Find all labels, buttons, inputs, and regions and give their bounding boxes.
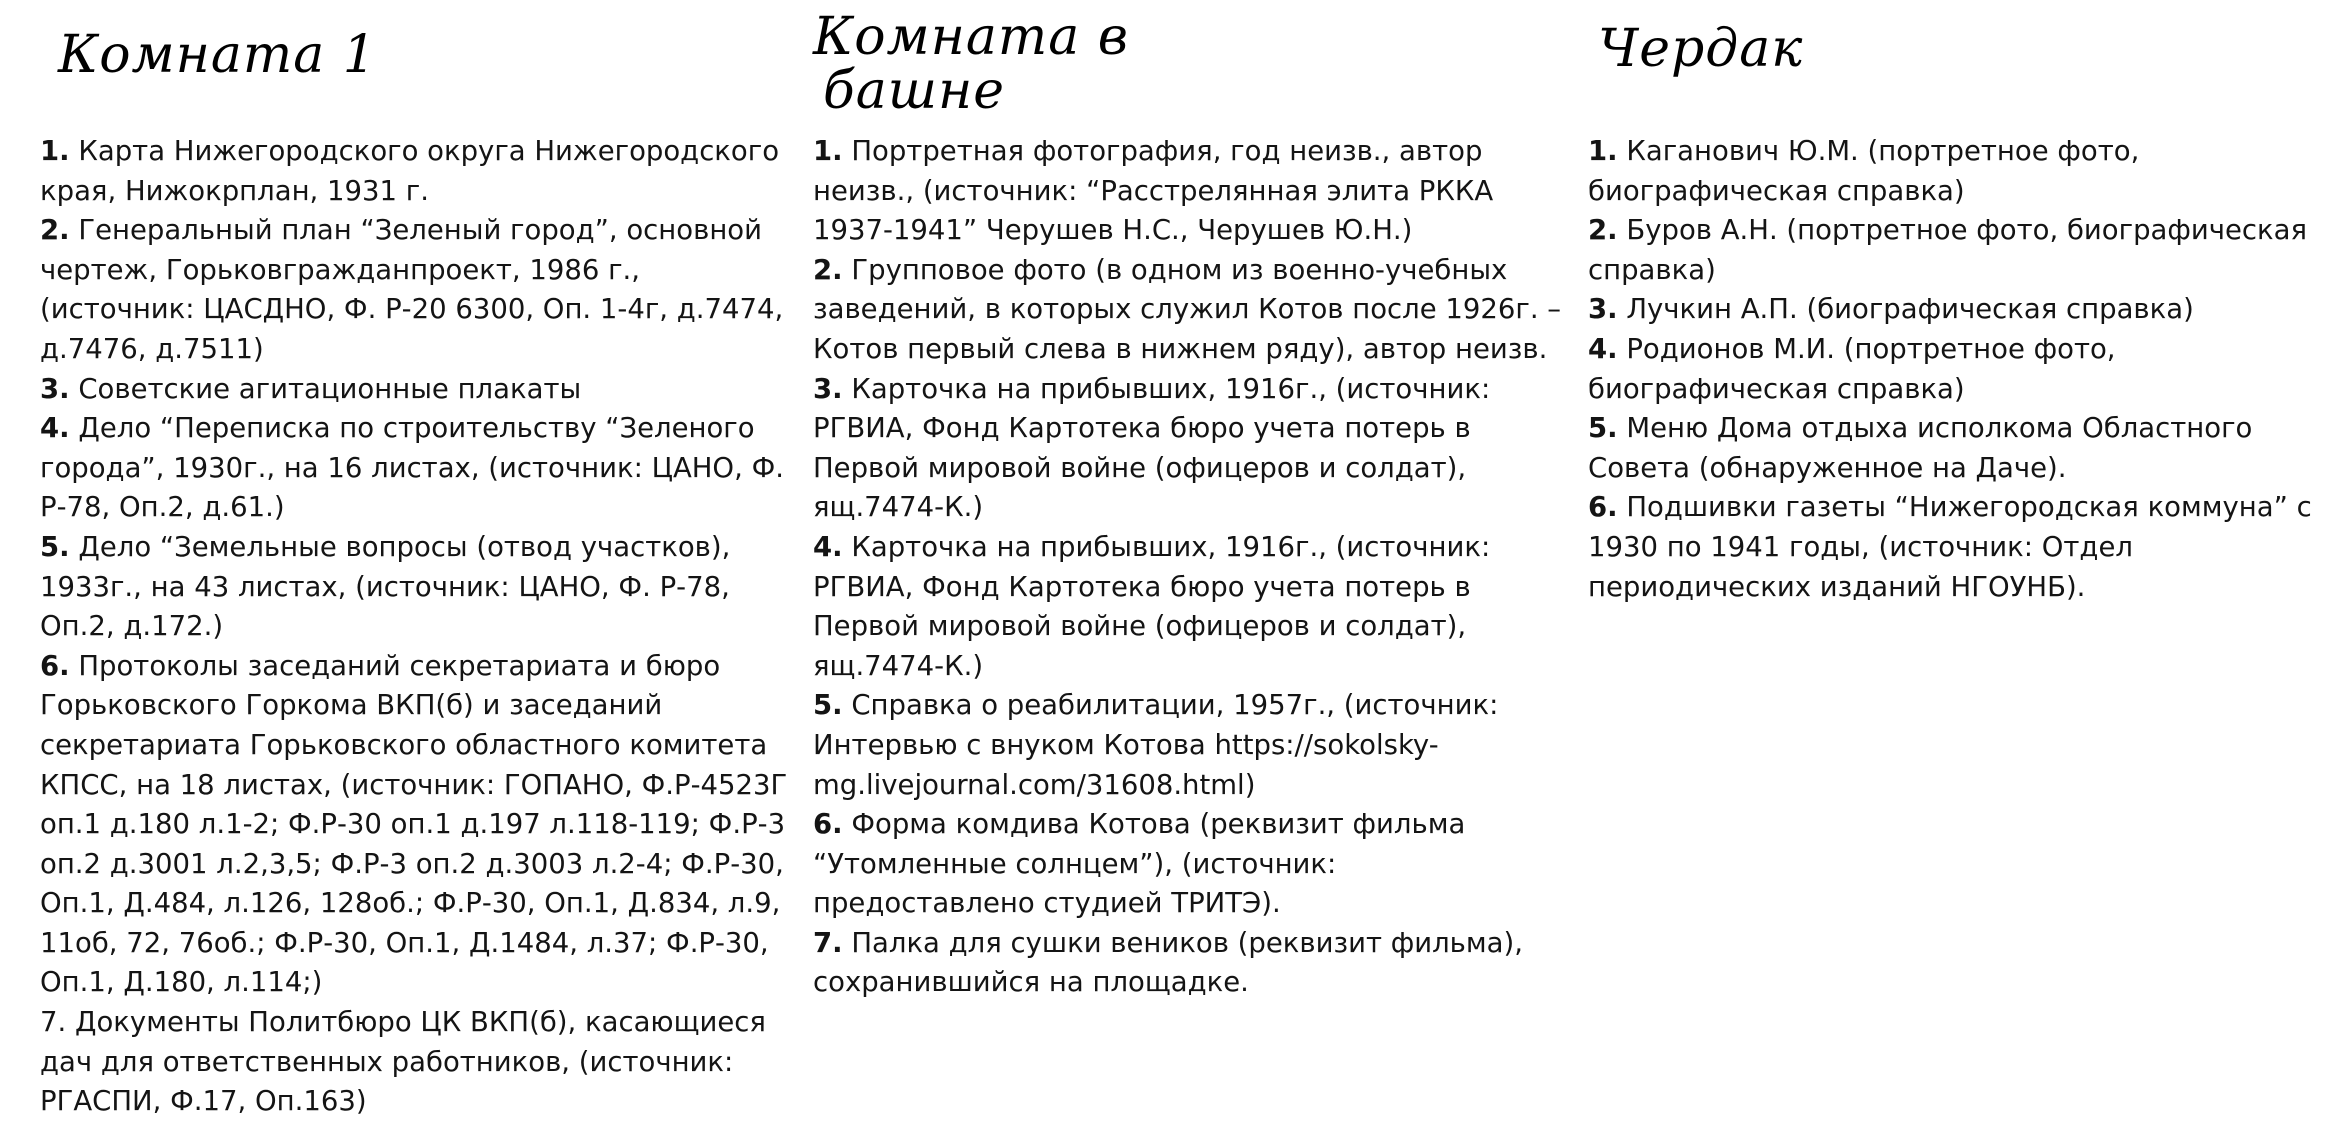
item-text: Карта Нижегородского округа Нижегородского края, Нижокрплан, 1931 г. [40,135,780,207]
list-item [1588,409,2338,488]
item-list [1588,132,2338,607]
item-text: Документы Политбюро ЦК ВКП(б), касающиеся дач для ответственных работников, (источник: РГАСПИ, Ф.17, Оп.163) [40,1006,766,1118]
item-number: 3. [40,372,70,405]
heading-line: Чердак [1598,19,1804,79]
item-text: Групповое фото (в одном из военно-учебных заведений, в которых служил Котов после 1926г. – Котов первый слева в нижнем ряду), автор неизв. [813,253,1562,365]
item-number: 4. [40,412,70,445]
item-number: 2. [813,253,843,286]
item-text: Буров А.Н. (портретное фото, биографическая справка) [1588,214,2308,286]
item-number: 4. [813,530,843,563]
item-number: 4. [1588,332,1618,365]
list-item [813,370,1563,528]
list-item [813,132,1563,251]
list-item [1588,290,2338,330]
list-item [1588,211,2338,290]
item-text: Справка о реабилитации, 1957г., (источник: Интервью с внуком Котова https://sokolsky-mg.livejournal.com/31608.html) [813,689,1499,801]
item-number: 1. [1588,135,1618,167]
item-number: 7. [813,926,843,959]
item-number: 7. [40,1006,67,1039]
item-number: 2. [40,214,70,247]
item-list [40,132,790,1122]
item-number: 2. [1588,214,1618,247]
item-number: 6. [40,649,70,682]
column-heading [813,7,1130,121]
heading-line: башне [823,61,1006,121]
list-item [1588,488,2338,607]
list-item [40,647,790,1003]
list-item [40,528,790,647]
item-text: Портретная фотография, год неизв., автор неизв., (источник: “Расстрелянная элита РККА 1937-1941” Черушев Н.С., Черушев Ю.Н.) [813,135,1494,247]
column-heading [58,25,377,85]
list-item [813,686,1563,805]
item-text: Протоколы заседаний секретариата и бюро Горьковского Горкома ВКП(б) и заседаний секретариата Горьковского областного комитета КПСС, на 18 листах, (источник: ГОПАНО, Ф.Р-4523Г оп.1 д.180 л.1-2; Ф.Р-30 оп.1 д.197 л.118-119; Ф.Р-3 оп.2 д.3001 л.2,3,5; Ф.Р-3 оп.2 д.3003 л.2-4; Ф.Р-30, Оп.1, Д.484, л.126, 128об.; Ф.Р-30, Оп.1, Д.834, л.9, 11об, 72, 76об.; Ф.Р-30, Оп.1, Д.1484, л.37; Ф.Р-30, Оп.1, Д.180, л.114;) [40,649,788,999]
item-text: Генеральный план “Зеленый город”, основной чертеж, Горьковгражданпроект, 1986 г., (источник: ЦАСДНО, Ф. Р-20 6300, Оп. 1-4г, д.7474, д.7476, д.7511) [40,214,784,365]
item-text: Форма комдива Котова (реквизит фильма “Утомленные солнцем”), (источник: предоставлено студией ТРИТЭ). [813,808,1466,920]
item-number: 1. [813,135,843,167]
list-item [813,251,1563,370]
item-number: 5. [1588,412,1618,445]
heading-line: Комната 1 [58,25,377,85]
item-text: Дело “Переписка по строительству “Зеленого города”, 1930г., на 16 листах, (источник: ЦАНО, Ф. Р-78, Оп.2, д.61.) [40,412,784,524]
list-item [40,1003,790,1122]
item-text: Дело “Земельные вопросы (отвод участков), 1933г., на 43 листах, (источник: ЦАНО, Ф. Р-78, Оп.2, д.172.) [40,530,731,643]
item-number: 5. [40,530,70,563]
list-item [40,370,790,410]
item-number: 5. [813,689,843,722]
item-text: Родионов М.И. (портретное фото, биографическая справка) [1588,332,2116,405]
item-text: Палка для сушки веников (реквизит фильма), сохранившийся на площадке. [813,926,1523,999]
item-text: Карточка на прибывших, 1916г., (источник: РГВИА, Фонд Картотека бюро учета потерь в Первой мировой войне (офицеров и солдат), ящ.7474-К.) [813,372,1491,524]
item-list [813,132,1563,1003]
item-number: 3. [1588,293,1618,326]
list-item [813,528,1563,686]
heading-line: Комната в [813,7,1130,67]
list-item [813,924,1563,1003]
item-number: 1. [40,135,70,167]
list-item [1588,132,2338,211]
item-number: 6. [1588,491,1618,524]
item-text: Карточка на прибывших, 1916г., (источник: РГВИА, Фонд Картотека бюро учета потерь в Первой мировой войне (офицеров и солдат), ящ.7474-К.) [813,530,1491,682]
list-item [40,211,790,369]
item-text: Лучкин А.П. (биографическая справка) [1626,293,2194,326]
item-text: Подшивки газеты “Нижегородская коммуна” с 1930 по 1941 годы, (источник: Отдел периодических изданий НГОУНБ). [1588,491,2312,603]
list-item [1588,330,2338,409]
item-number: 3. [813,372,843,405]
item-text: Меню Дома отдыха исполкома Областного Совета (обнаруженное на Даче). [1588,412,2253,484]
list-item [40,409,790,528]
list-item [40,132,790,211]
item-text: Каганович Ю.М. (портретное фото, биографическая справка) [1588,135,2140,207]
list-item [813,805,1563,924]
item-number: 6. [813,808,843,841]
column-heading [1598,19,1804,79]
item-text: Советские агитационные плакаты [78,372,582,405]
